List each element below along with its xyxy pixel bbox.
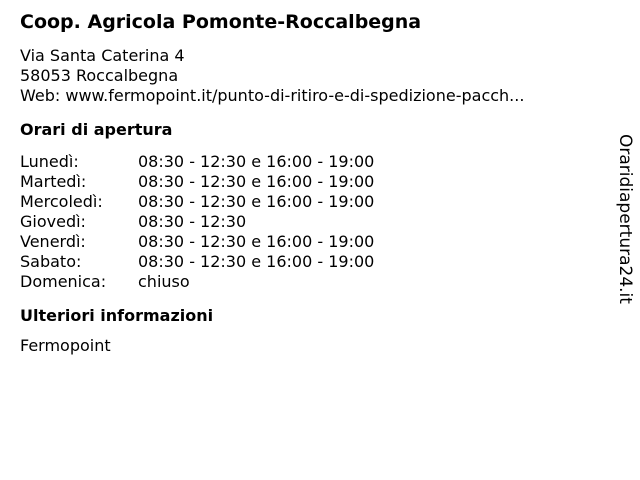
day-times: 08:30 - 12:30 e 16:00 - 19:00 [138,252,375,271]
day-times: 08:30 - 12:30 e 16:00 - 19:00 [138,172,375,191]
day-label: Giovedì: [20,212,86,231]
hours-row-mercoledi [20,192,600,212]
address-block [20,46,600,106]
day-times: 08:30 - 12:30 [138,212,247,231]
hours-heading: Orari di apertura [20,120,173,139]
hours-row-sabato [20,252,600,272]
day-label: Lunedì: [20,152,79,171]
site-watermark: Oraridiapertura24.it [615,134,635,304]
day-times: 08:30 - 12:30 e 16:00 - 19:00 [138,192,375,211]
hours-row-lunedi [20,152,600,172]
day-label: Domenica: [20,272,107,291]
day-times: chiuso [138,272,190,291]
store-title: Coop. Agricola Pomonte-Roccalbegna [20,11,422,33]
day-times: 08:30 - 12:30 e 16:00 - 19:00 [138,152,375,171]
day-label: Martedì: [20,172,87,191]
hours-row-giovedi [20,212,600,232]
day-label: Mercoledì: [20,192,103,211]
info-text: Fermopoint [20,336,111,355]
day-label: Venerdì: [20,232,86,251]
hours-row-martedi [20,172,600,192]
address-street: Via Santa Caterina 4 [20,46,185,65]
info-heading: Ulteriori informazioni [20,306,214,325]
website-link[interactable]: Web: www.fermopoint.it/punto-di-ritiro-e-di-spedizione-pacch... [20,86,525,105]
address-city: 58053 Roccalbegna [20,66,179,85]
hours-row-venerdi [20,232,600,252]
hours-table [20,152,600,292]
day-times: 08:30 - 12:30 e 16:00 - 19:00 [138,232,375,251]
day-label: Sabato: [20,252,82,271]
store-card [20,8,600,356]
hours-row-domenica [20,272,600,292]
